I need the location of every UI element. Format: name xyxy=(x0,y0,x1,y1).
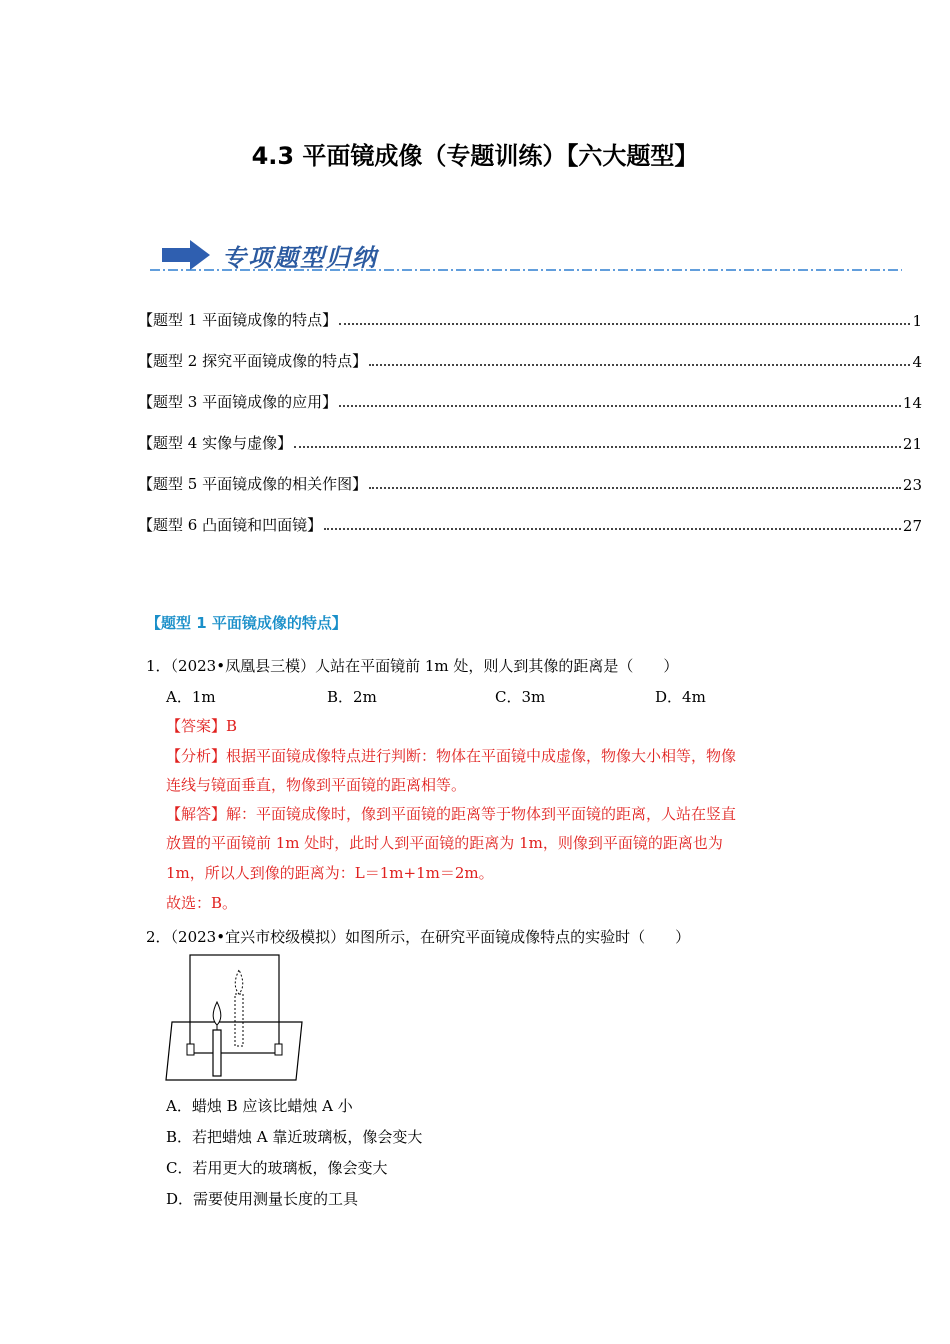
toc-item-1[interactable] xyxy=(138,308,922,330)
q1-analysis-line-1: 【分析】根据平面镜成像特点进行判断：物体在平面镜中成虚像，物像大小相等，物像 xyxy=(166,747,737,765)
q1-answer: 【答案】B xyxy=(166,717,238,735)
toc-label: 【题型 3 平面镜成像的应用】 xyxy=(138,393,338,411)
plate-support-left xyxy=(187,1044,194,1055)
question-1-stem: 1．（2023•凤凰县三模）人站在平面镜前 1m 处，则人到其像的距离是（ ） xyxy=(146,657,679,675)
toc-label: 【题型 5 平面镜成像的相关作图】 xyxy=(138,475,368,493)
toc-item-4[interactable] xyxy=(138,431,922,453)
q1-option-b: B．2m xyxy=(327,688,377,706)
question-2-stem: 2．（2023•宜兴市校级模拟）如图所示，在研究平面镜成像特点的实验时（ ） xyxy=(146,928,691,946)
q2-option-c: C．若用更大的玻璃板，像会变大 xyxy=(166,1159,388,1177)
toc-page: 1 xyxy=(912,312,922,330)
toc-item-6[interactable] xyxy=(138,513,922,535)
toc-page: 27 xyxy=(902,517,922,535)
q1-option-d: D．4m xyxy=(655,688,706,706)
q2-option-b: B．若把蜡烛 A 靠近玻璃板，像会变大 xyxy=(166,1128,423,1146)
toc-leader xyxy=(369,363,910,366)
candle-image xyxy=(235,994,243,1046)
q1-option-c: C．3m xyxy=(495,688,546,706)
candle-image-flame xyxy=(235,970,243,994)
q1-choice: 故选：B。 xyxy=(166,894,238,912)
toc-label: 【题型 2 探究平面镜成像的特点】 xyxy=(138,352,368,370)
q2-option-a: A．蜡烛 B 应该比蜡烛 A 小 xyxy=(166,1097,353,1115)
toc-leader xyxy=(369,486,901,489)
candle-a-flame xyxy=(213,1002,221,1025)
toc-item-3[interactable] xyxy=(138,390,922,412)
toc-page: 4 xyxy=(912,353,922,371)
toc-label: 【题型 1 平面镜成像的特点】 xyxy=(138,311,338,329)
toc-leader xyxy=(324,527,901,530)
arrow-right-icon xyxy=(162,240,210,270)
candle-a xyxy=(213,1030,221,1076)
banner-title: 专项题型归纳 xyxy=(222,244,378,272)
toc-item-2[interactable] xyxy=(138,349,922,371)
toc-item-5[interactable] xyxy=(138,472,922,494)
experiment-diagram xyxy=(160,950,310,1084)
toc-label: 【题型 6 凸面镜和凹面镜】 xyxy=(138,516,323,534)
toc-label: 【题型 4 实像与虚像】 xyxy=(138,434,293,452)
q2-option-d: D．需要使用测量长度的工具 xyxy=(166,1190,359,1208)
q1-analysis-line-2: 连线与镜面垂直，物像到平面镜的距离相等。 xyxy=(166,776,467,794)
toc-leader xyxy=(294,445,901,448)
q1-solution-line-2: 放置的平面镜前 1m 处时，此时人到平面镜的距离为 1m，则像到平面镜的距离也为 xyxy=(166,834,723,852)
toc-page: 23 xyxy=(902,476,922,494)
q1-solution-line-3: 1m，所以人到像的距离为：L＝1m+1m＝2m。 xyxy=(166,864,494,882)
page-title: 4.3 平面镜成像（专题训练）【六大题型】 xyxy=(251,142,699,170)
q1-option-a: A．1m xyxy=(166,688,216,706)
toc-leader xyxy=(339,322,910,325)
toc-page: 14 xyxy=(902,394,922,412)
toc-leader xyxy=(339,404,901,407)
section-heading: 【题型 1 平面镜成像的特点】 xyxy=(146,614,347,632)
toc-page: 21 xyxy=(902,435,922,453)
plate-support-right xyxy=(275,1044,282,1055)
q1-solution-line-1: 【解答】解：平面镜成像时，像到平面镜的距离等于物体到平面镜的距离，人站在竖直 xyxy=(166,805,737,823)
